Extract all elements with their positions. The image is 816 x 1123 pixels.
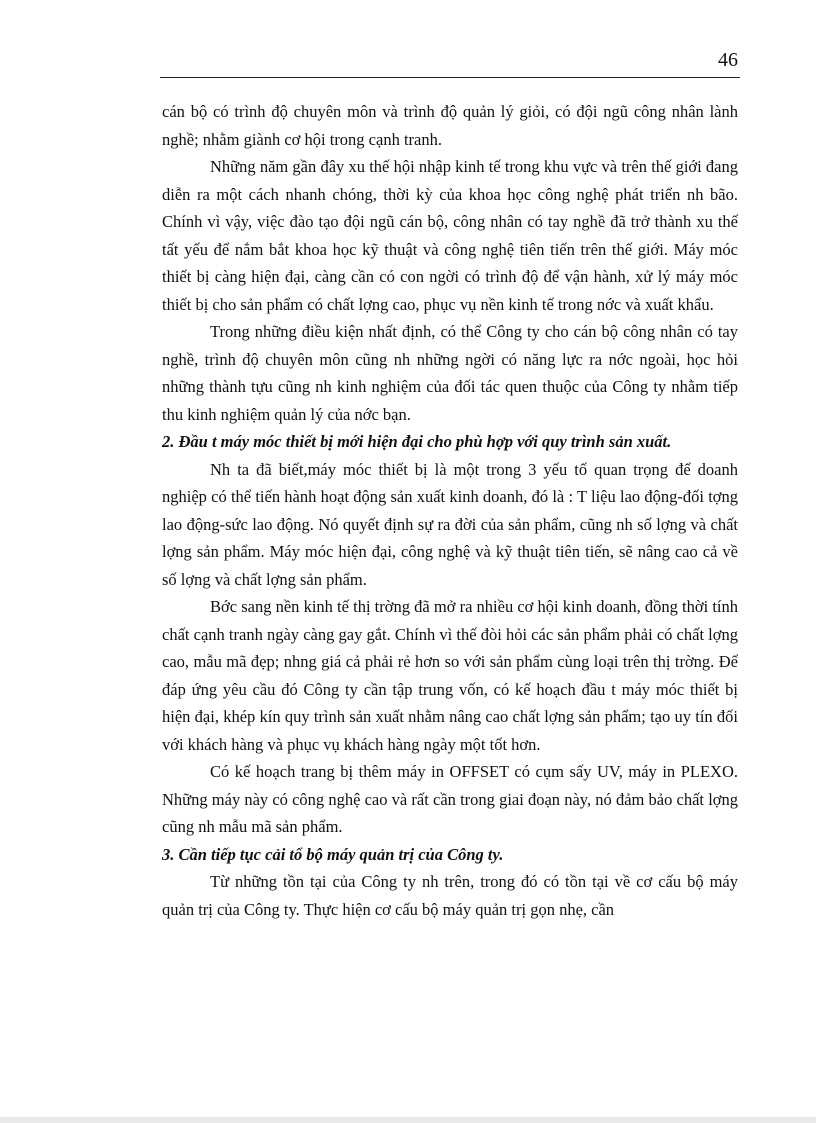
paragraph-production-factors: Nh ta đã biết,máy móc thiết bị là một trong 3 yếu tố quan trọng để doanh nghiệp có thể tiến hành hoạt động sản xuất kinh doanh, đó là : T liệu lao động-đối tợng lao động-sức lao động. Nó quyết định sự ra đời của sản phẩm, cũng nh số lợng và chất lợng sản phẩm. Máy móc hiện đại, công nghệ và kỹ thuật tiên tiến, sẽ nâng cao cả về số lợng và chất lợng sản phẩm. (162, 459, 738, 589)
header-rule (160, 77, 740, 78)
section-heading-2: 2. Đầu t máy móc thiết bị mới hiện đại cho phù hợp với quy trình sản xuất. (162, 432, 672, 451)
page-number: 46 (718, 49, 738, 71)
paragraph-continuation: cán bộ có trình độ chuyên môn và trình độ quản lý giỏi, có đội ngũ công nhân lành nghề; nhằm giành cơ hội trong cạnh tranh. (162, 102, 738, 149)
paragraph-management-restructure: Từ những tồn tại của Công ty nh trên, trong đó có tồn tại về cơ cấu bộ máy quản trị của Công ty. Thực hiện cơ cấu bộ máy quản trị gọn nhẹ, cần (162, 872, 738, 919)
paragraph-market-economy: Bớc sang nền kinh tế thị trờng đã mở ra nhiều cơ hội kinh doanh, đồng thời tính chất cạnh tranh ngày càng gay gắt. Chính vì thế đòi hỏi các sản phẩm phải có chất lợng cao, mẫu mã đẹp; nhng giá cả phải rẻ hơn so với sản phẩm cùng loại trên thị trờng. Để đáp ứng yêu cầu đó Công ty cần tập trung vốn, có kế hoạch đầu t máy móc thiết bị hiện đại, khép kín quy trình sản xuất nhằm nâng cao chất lợng sản phẩm; tạo uy tín đối với khách hàng và phục vụ khách hàng ngày một tốt hơn. (162, 597, 738, 754)
paragraph-overseas-training: Trong những điều kiện nhất định, có thể Công ty cho cán bộ công nhân có tay nghề, trình độ chuyên môn cũng nh những ngời có năng lực ra nớc ngoài, học hỏi những thành tựu cũng nh kinh nghiệm của đối tác quen thuộc của Công ty nhằm tiếp thu kinh nghiệm quản lý của nớc bạn. (162, 322, 738, 424)
section-heading-3: 3. Cần tiếp tục cải tổ bộ máy quản trị của Công ty. (162, 844, 504, 864)
page-content (162, 98, 738, 923)
paragraph-equipment-plan: Có kế hoạch trang bị thêm máy in OFFSET có cụm sấy UV, máy in PLEXO. Những máy này có công nghệ cao và rất cần trong giai đoạn này, nó đảm bảo chất lợng cũng nh mẫu mã sản phẩm. (162, 762, 738, 836)
footer-band (0, 1117, 816, 1123)
paragraph-integration-trend: Những năm gần đây xu thế hội nhập kinh tế trong khu vực và trên thế giới đang diễn ra một cách nhanh chóng, thời kỳ của khoa học công nghệ phát triển nh bão. Chính vì vậy, việc đào tạo đội ngũ cán bộ, công nhân có tay nghề đã trở thành xu thế tất yếu để nắm bắt khoa học kỹ thuật và công nghệ tiên tiến trên thế giới. Máy móc thiết bị càng hiện đại, càng cần có con ngời có trình độ để vận hành, xử lý máy móc thiết bị cho sản phẩm có chất lợng cao, phục vụ nền kinh tế trong nớc và xuất khẩu. (162, 157, 738, 314)
